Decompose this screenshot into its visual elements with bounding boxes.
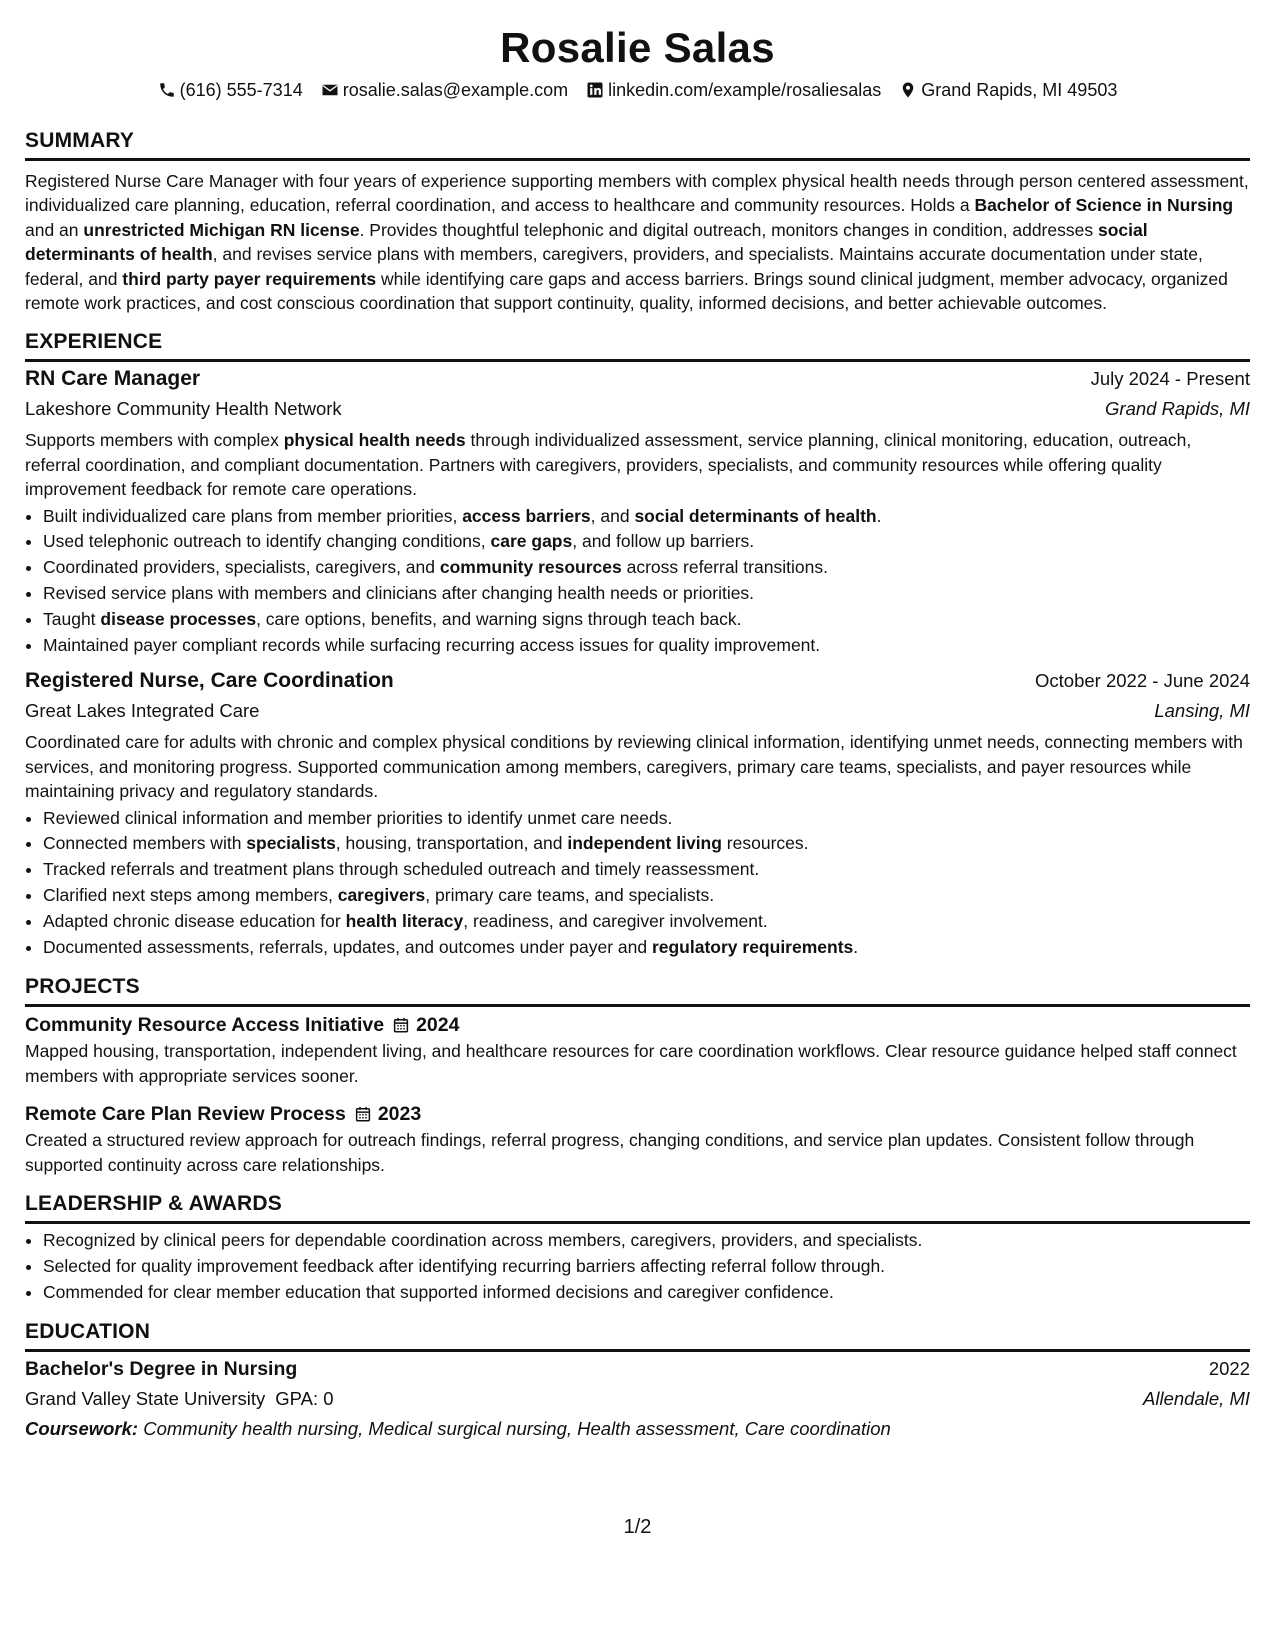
job-title: Registered Nurse, Care Coordination [25,669,394,693]
desc-part: through individualized assessment, service planning, clinical monitoring, education, outreach, referral coordination, and compliant documentation. Partners with caregivers, providers, specialists, and community resources while offering quality improvement feedback for remote care operations. [25,430,1192,500]
summary-highlight: Bachelor of Science in Nursing [974,195,1234,216]
phone-icon [158,81,176,99]
education-header [25,1354,1250,1384]
list-item: • Documented assessments, referrals, updates, and outcomes under payer and regulatory requirements. [43,935,1250,961]
envelope-icon [321,81,339,99]
summary-text-part: and an [25,219,84,240]
job-dates: October 2022 - June 2024 [1035,670,1250,692]
graduation-year: 2022 [1208,1358,1250,1380]
contact-phone [158,78,303,102]
summary-text-part: Registered Nurse Care Manager with four years of experience supporting members with complex physical health needs through person centered assessment, individualized care planning, education, referral coordination, and access to healthcare and community resources. Holds a [25,171,1249,216]
education-section [25,1319,1250,1444]
summary-text-part: , and revises service plans with members, caregivers, providers, and specialists. Maintains accurate documentation under state, federal, and [25,244,1203,289]
job-organization: Great Lakes Integrated Care [25,700,260,722]
contact-location [899,78,1117,102]
project-entry [25,1011,1250,1088]
coursework-label: Coursework: [25,1418,139,1440]
job-organization: Lakeshore Community Health Network [25,398,342,420]
job-dates: July 2024 - Present [1090,368,1250,390]
page-number: 1/2 [623,1516,652,1538]
map-pin-icon [899,81,917,99]
list-item: • Reviewed clinical information and member priorities to identify unmet care needs. [43,806,1250,832]
list-item: • Recognized by clinical peers for dependable coordination across members, caregivers, providers, and specialists. [43,1228,1250,1254]
job-location: Lansing, MI [1154,700,1250,722]
list-item: • Adapted chronic disease education for health literacy, readiness, and caregiver involvement. [43,909,1250,935]
projects-section [25,974,1250,1177]
school-name: Grand Valley State University [25,1388,266,1410]
list-item: • Maintained payer compliant records while surfacing recurring access issues for quality improvement. [43,633,1250,659]
education-subheader [25,1384,1250,1414]
list-item: • Clarified next steps among members, caregivers, primary care teams, and specialists. [43,883,1250,909]
list-item: • Connected members with specialists, housing, transportation, and independent living resources. [43,831,1250,857]
summary-highlight: third party payer requirements [122,268,377,289]
job-description: Coordinated care for adults with chronic and complex physical conditions by reviewing clinical information, identifying unmet needs, connecting members with services, and monitoring progress. Supported communication among members, caregivers, primary care teams, specialists, and payer resources while maintaining privacy and regulatory standards. [25,732,1243,802]
contact-linkedin[interactable] [586,78,881,102]
project-header [25,1100,1250,1128]
project-year [354,1100,421,1128]
leadership-section [25,1191,1250,1305]
project-title: Community Resource Access Initiative [25,1014,385,1037]
desc-part: Supports members with complex [25,430,284,451]
job-entry [25,364,1250,658]
summary-text [25,169,1250,315]
list-item: • Tracked referrals and treatment plans through scheduled outreach and timely reassessment. [43,857,1250,883]
desc-highlight: physical health needs [283,430,466,451]
school-location: Allendale, MI [1143,1388,1250,1410]
job-entry [25,666,1250,960]
section-title-summary: SUMMARY [25,128,1250,161]
project-year-text: 2024 [416,1014,460,1037]
section-title-leadership: LEADERSHIP & AWARDS [25,1191,1250,1224]
linkedin-link[interactable]: linkedin.com/example/rosaliesalas [608,80,882,100]
location-text: Grand Rapids, MI 49503 [921,80,1118,100]
job-bullets [25,806,1250,961]
linkedin-icon [586,81,604,99]
list-item: • Coordinated providers, specialists, caregivers, and community resources across referral transitions. [43,555,1250,581]
summary-text-part: . Provides thoughtful telephonic and digital outreach, monitors changes in condition, addresses [359,219,1098,240]
degree: Bachelor's Degree in Nursing [25,1358,298,1381]
summary-section [25,128,1250,315]
summary-highlight: social determinants of health [25,219,1148,265]
candidate-name: Rosalie Salas [500,24,775,71]
calendar-icon [392,1016,410,1034]
job-location: Grand Rapids, MI [1105,398,1250,420]
job-description [25,428,1250,501]
calendar-icon [354,1105,372,1123]
project-description: Created a structured review approach for outreach findings, referral progress, changing conditions, and service plan updates. Consistent follow through supported continuity across care relationships. [25,1130,1195,1175]
school-info [25,1384,334,1414]
coursework [25,1414,1250,1444]
leadership-bullets [25,1228,1250,1305]
project-entry [25,1100,1250,1177]
list-item: • Commended for clear member education that supported informed decisions and caregiver confidence. [43,1280,1250,1306]
coursework-list: Community health nursing, Medical surgical nursing, Health assessment, Care coordination [143,1418,891,1440]
summary-highlight: unrestricted Michigan RN license [83,219,360,240]
job-header [25,666,1250,696]
list-item: • Used telephonic outreach to identify changing conditions, care gaps, and follow up barriers. [43,529,1250,555]
project-year [392,1011,459,1039]
job-header [25,364,1250,394]
list-item: • Taught disease processes, care options, benefits, and warning signs through teach back. [43,607,1250,633]
project-year-text: 2023 [377,1103,422,1126]
list-item: • Selected for quality improvement feedback after identifying recurring barriers affecting referral follow through. [43,1254,1250,1280]
contact-email[interactable] [321,78,568,102]
section-title-education: EDUCATION [25,1319,1250,1352]
gpa: GPA: 0 [275,1388,334,1410]
summary-text-part: while identifying care gaps and access barriers. Brings sound clinical judgment, member advocacy, organized remote work practices, and cost conscious coordination that support continuity, quality, informed decisions, and better achievable outcomes. [25,268,1228,314]
contact-bar [25,78,1250,102]
resume-page [25,0,1250,1444]
job-bullets [25,504,1250,659]
job-subheader [25,394,1250,424]
experience-section [25,329,1250,960]
list-item: • Built individualized care plans from member priorities, access barriers, and social determinants of health. [43,504,1250,530]
email-link[interactable]: rosalie.salas@example.com [342,80,569,100]
job-title: RN Care Manager [25,367,201,391]
project-title: Remote Care Plan Review Process [25,1103,346,1126]
section-title-projects: PROJECTS [25,974,1250,1007]
project-description: Mapped housing, transportation, independent living, and healthcare resources for care coordination workflows. Clear resource guidance helped staff connect members with appropriate services sooner. [25,1041,1237,1086]
job-subheader [25,696,1250,726]
list-item: • Revised service plans with members and clinicians after changing health needs or priorities. [43,581,1250,607]
project-header [25,1011,1250,1039]
section-title-experience: EXPERIENCE [25,329,1250,362]
phone-text: (616) 555-7314 [179,80,303,100]
